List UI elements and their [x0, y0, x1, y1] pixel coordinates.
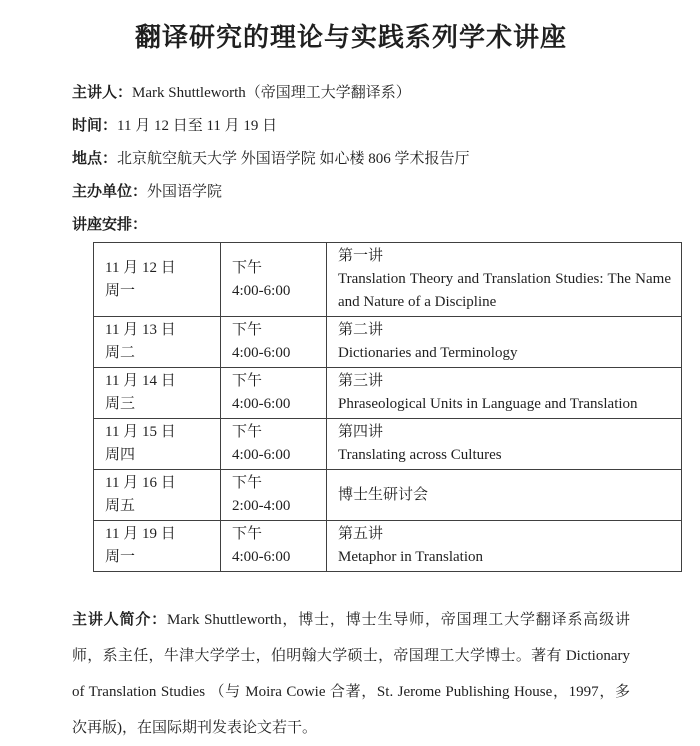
time-cell [221, 368, 327, 419]
time-text: 4:00-6:00 [232, 447, 291, 463]
lecture-number: 第一讲 [338, 248, 384, 264]
time-value: 11 月 12 日至 11 月 19 日 [117, 118, 278, 134]
lecture-number: 第四讲 [338, 424, 384, 440]
period-text: 下午 [232, 259, 263, 276]
schedule-heading-label: 讲座安排： [72, 217, 148, 233]
location-value: 北京航空航天大学 外国语学院 如心楼 806 学术报告厅 [117, 151, 470, 167]
lecture-number: 第二讲 [338, 322, 384, 338]
period-text: 下午 [232, 424, 263, 440]
time-text: 4:00-6:00 [232, 549, 291, 565]
schedule-row [94, 419, 682, 470]
lecture-number: 第三讲 [338, 373, 384, 389]
info-block [72, 83, 630, 236]
speaker-bio [72, 602, 630, 746]
weekday-text: 周四 [105, 447, 136, 463]
organizer-value: 外国语学院 [147, 184, 223, 200]
info-line-organizer [72, 182, 630, 203]
date-text: 11 月 13 日 [105, 322, 176, 338]
info-line-time [72, 116, 630, 137]
schedule-table [93, 242, 682, 572]
date-text: 11 月 15 日 [105, 424, 176, 440]
lecture-cell [327, 368, 682, 419]
weekday-text: 周一 [105, 282, 136, 299]
date-cell [94, 243, 221, 317]
lecture-cell [327, 470, 682, 521]
date-cell [94, 317, 221, 368]
time-cell [221, 419, 327, 470]
speaker-label: 主讲人： [72, 85, 133, 101]
speaker-value: Mark Shuttleworth（帝国理工大学翻译系） [132, 85, 411, 101]
period-text: 下午 [232, 526, 263, 542]
page-title: 翻译研究的理论与实践系列学术讲座 [134, 23, 567, 52]
date-text: 11 月 16 日 [105, 475, 176, 491]
time-text: 2:00-4:00 [232, 498, 291, 514]
date-text: 11 月 14 日 [105, 373, 176, 389]
weekday-text: 周二 [105, 345, 136, 361]
period-text: 下午 [232, 373, 263, 389]
lecture-number: 第五讲 [338, 526, 384, 542]
bio-label: 主讲人简介： [72, 612, 168, 628]
time-cell [221, 470, 327, 521]
schedule-row [94, 470, 682, 521]
info-line-location [72, 149, 630, 170]
date-cell [94, 470, 221, 521]
schedule-row [94, 243, 682, 317]
lecture-number: 博士生研讨会 [338, 486, 429, 503]
date-text: 11 月 12 日 [105, 259, 176, 276]
weekday-text: 周一 [105, 549, 136, 565]
time-cell [221, 243, 327, 317]
time-text: 4:00-6:00 [232, 282, 291, 299]
lecture-cell [327, 243, 682, 317]
weekday-text: 周三 [105, 396, 136, 412]
lecture-cell [327, 317, 682, 368]
location-label: 地点： [72, 151, 118, 167]
date-cell [94, 368, 221, 419]
schedule-row [94, 317, 682, 368]
lecture-title: Translation Theory and Translation Studies: The Name and Nature of a Discipline [338, 271, 671, 310]
lecture-title: Phraseological Units in Language and Translation [338, 396, 638, 412]
period-text: 下午 [232, 322, 263, 338]
time-label: 时间： [72, 118, 118, 134]
bio-text: Mark Shuttleworth，博士，博士生导师，帝国理工大学翻译系高级讲师，系主任，牛津大学学士，伯明翰大学硕士，帝国理工大学博士。著有 Dictionary of Translation Studies （与 Moira Cowie 合著，St. Jerome Publishing House，1997，多次再版)，在国际期刊发表论文若干。 [72, 612, 630, 736]
schedule-row [94, 368, 682, 419]
lecture-title: Translating across Cultures [338, 447, 502, 463]
schedule-row [94, 521, 682, 572]
organizer-label: 主办单位： [72, 184, 148, 200]
lecture-title: Metaphor in Translation [338, 549, 483, 565]
lecture-title: Dictionaries and Terminology [338, 345, 518, 361]
time-text: 4:00-6:00 [232, 396, 291, 412]
period-text: 下午 [232, 475, 263, 491]
time-cell [221, 317, 327, 368]
lecture-cell [327, 521, 682, 572]
lecture-cell [327, 419, 682, 470]
info-line-schedule-heading [72, 215, 630, 236]
info-line-speaker [72, 83, 630, 104]
date-cell [94, 419, 221, 470]
date-cell [94, 521, 221, 572]
time-text: 4:00-6:00 [232, 345, 291, 361]
date-text: 11 月 19 日 [105, 526, 176, 542]
weekday-text: 周五 [105, 498, 136, 514]
time-cell [221, 521, 327, 572]
